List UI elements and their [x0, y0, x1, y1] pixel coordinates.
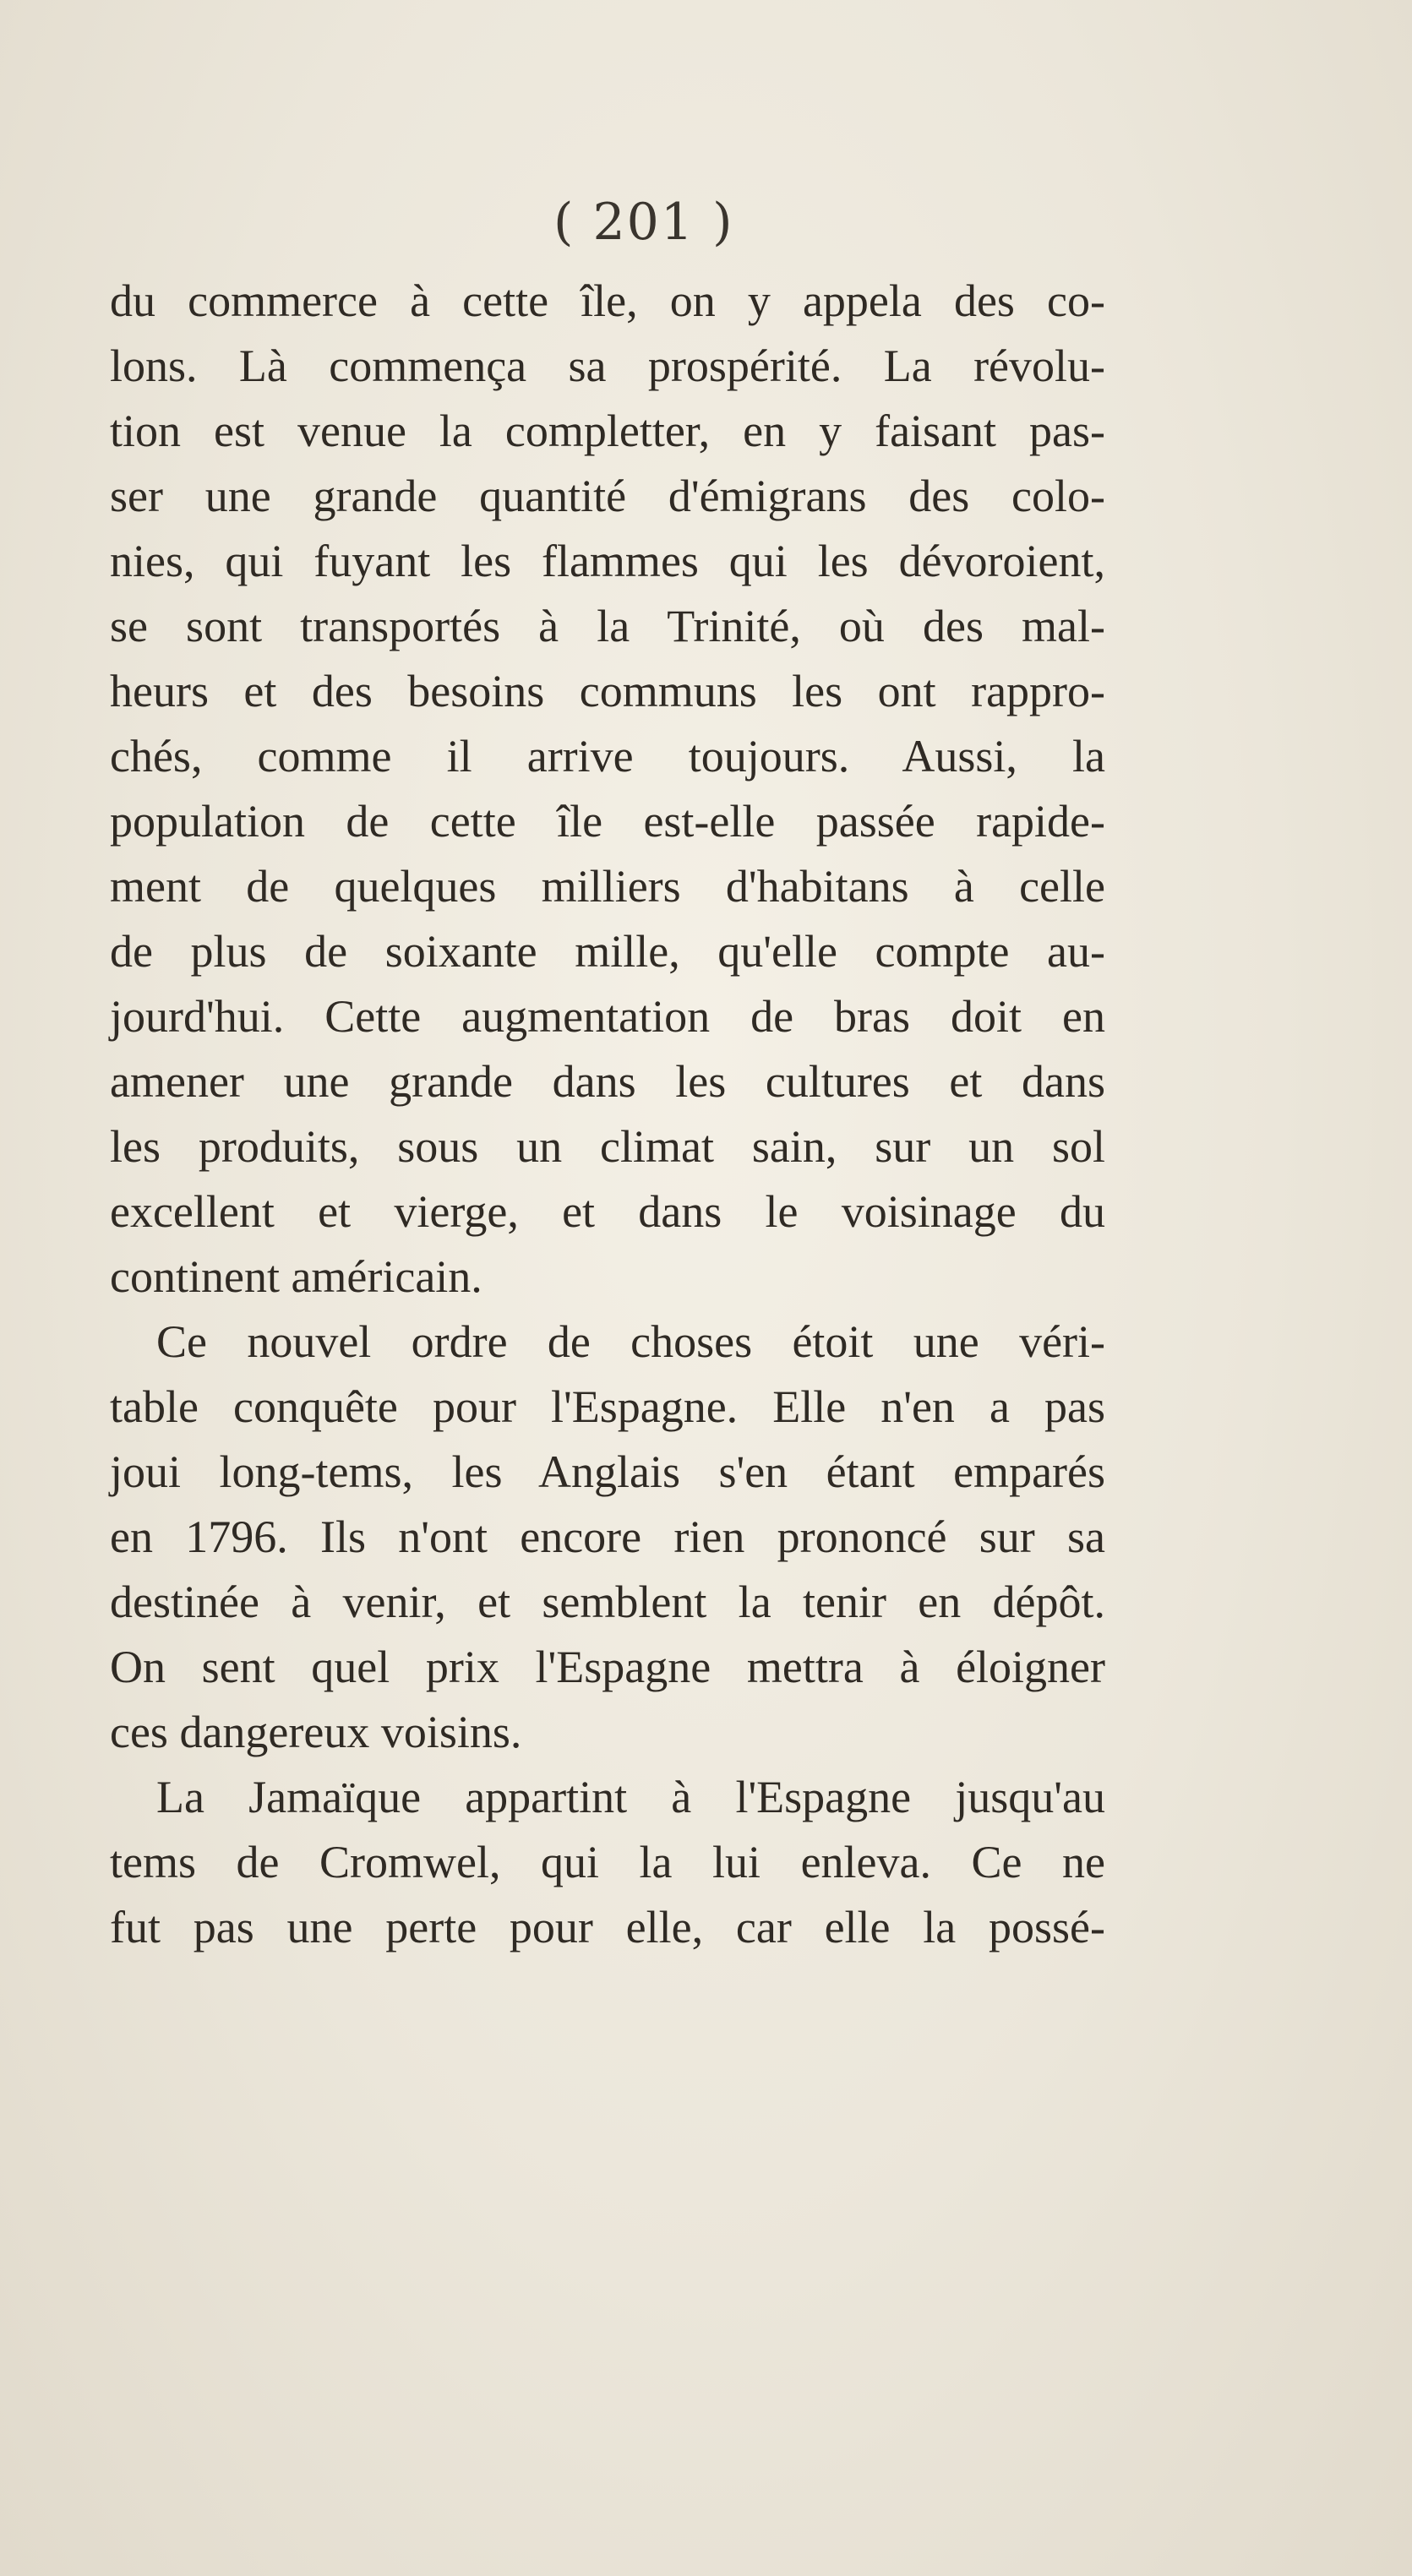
text-line: ment de quelques milliers d'habitans à celle: [110, 861, 1105, 912]
text-line: fut pas une perte pour elle, car elle la possé-: [110, 1902, 1105, 1952]
text-line: lons. Là commença sa prospérité. La révolu-: [110, 340, 1105, 391]
text-line: Ce nouvel ordre de choses étoit une véri-: [156, 1316, 1105, 1367]
text-line: tion est venue la completter, en y faisant pas-: [110, 406, 1105, 456]
text-line: chés, comme il arrive toujours. Aussi, la: [110, 731, 1105, 782]
text-line: destinée à venir, et semblent la tenir en dépôt.: [110, 1577, 1105, 1627]
text-line: excellent et vierge, et dans le voisinage du: [110, 1186, 1105, 1237]
text-line: de plus de soixante mille, qu'elle compte au-: [110, 926, 1105, 977]
text-line: population de cette île est-elle passée rapide-: [110, 796, 1105, 847]
body-text: [110, 269, 1105, 1960]
text-line: nies, qui fuyant les flammes qui les dévoroient,: [110, 536, 1105, 586]
page-number: ( 201 ): [553, 193, 734, 252]
text-line: amener une grande dans les cultures et dans: [110, 1056, 1105, 1107]
text-line: les produits, sous un climat sain, sur un sol: [110, 1121, 1105, 1172]
text-line: table conquête pour l'Espagne. Elle n'en a pas: [110, 1381, 1105, 1432]
text-line: On sent quel prix l'Espagne mettra à éloigner: [110, 1642, 1105, 1692]
text-line: en 1796. Ils n'ont encore rien prononcé sur sa: [110, 1511, 1105, 1562]
text-line: continent américain.: [110, 1251, 482, 1302]
text-line: joui long-tems, les Anglais s'en étant emparés: [110, 1446, 1105, 1497]
text-line: se sont transportés à la Trinité, où des mal-: [110, 601, 1105, 651]
text-line: heurs et des besoins communs les ont rappro-: [110, 666, 1105, 716]
text-line: ser une grande quantité d'émigrans des colo-: [110, 471, 1105, 521]
text-line: du commerce à cette île, on y appela des co-: [110, 275, 1105, 326]
text-line: jourd'hui. Cette augmentation de bras doit en: [110, 991, 1105, 1042]
text-line: tems de Cromwel, qui la lui enleva. Ce ne: [110, 1837, 1105, 1887]
text-line: ces dangereux voisins.: [110, 1707, 522, 1757]
text-line: La Jamaïque appartint à l'Espagne jusqu'au: [156, 1772, 1105, 1822]
